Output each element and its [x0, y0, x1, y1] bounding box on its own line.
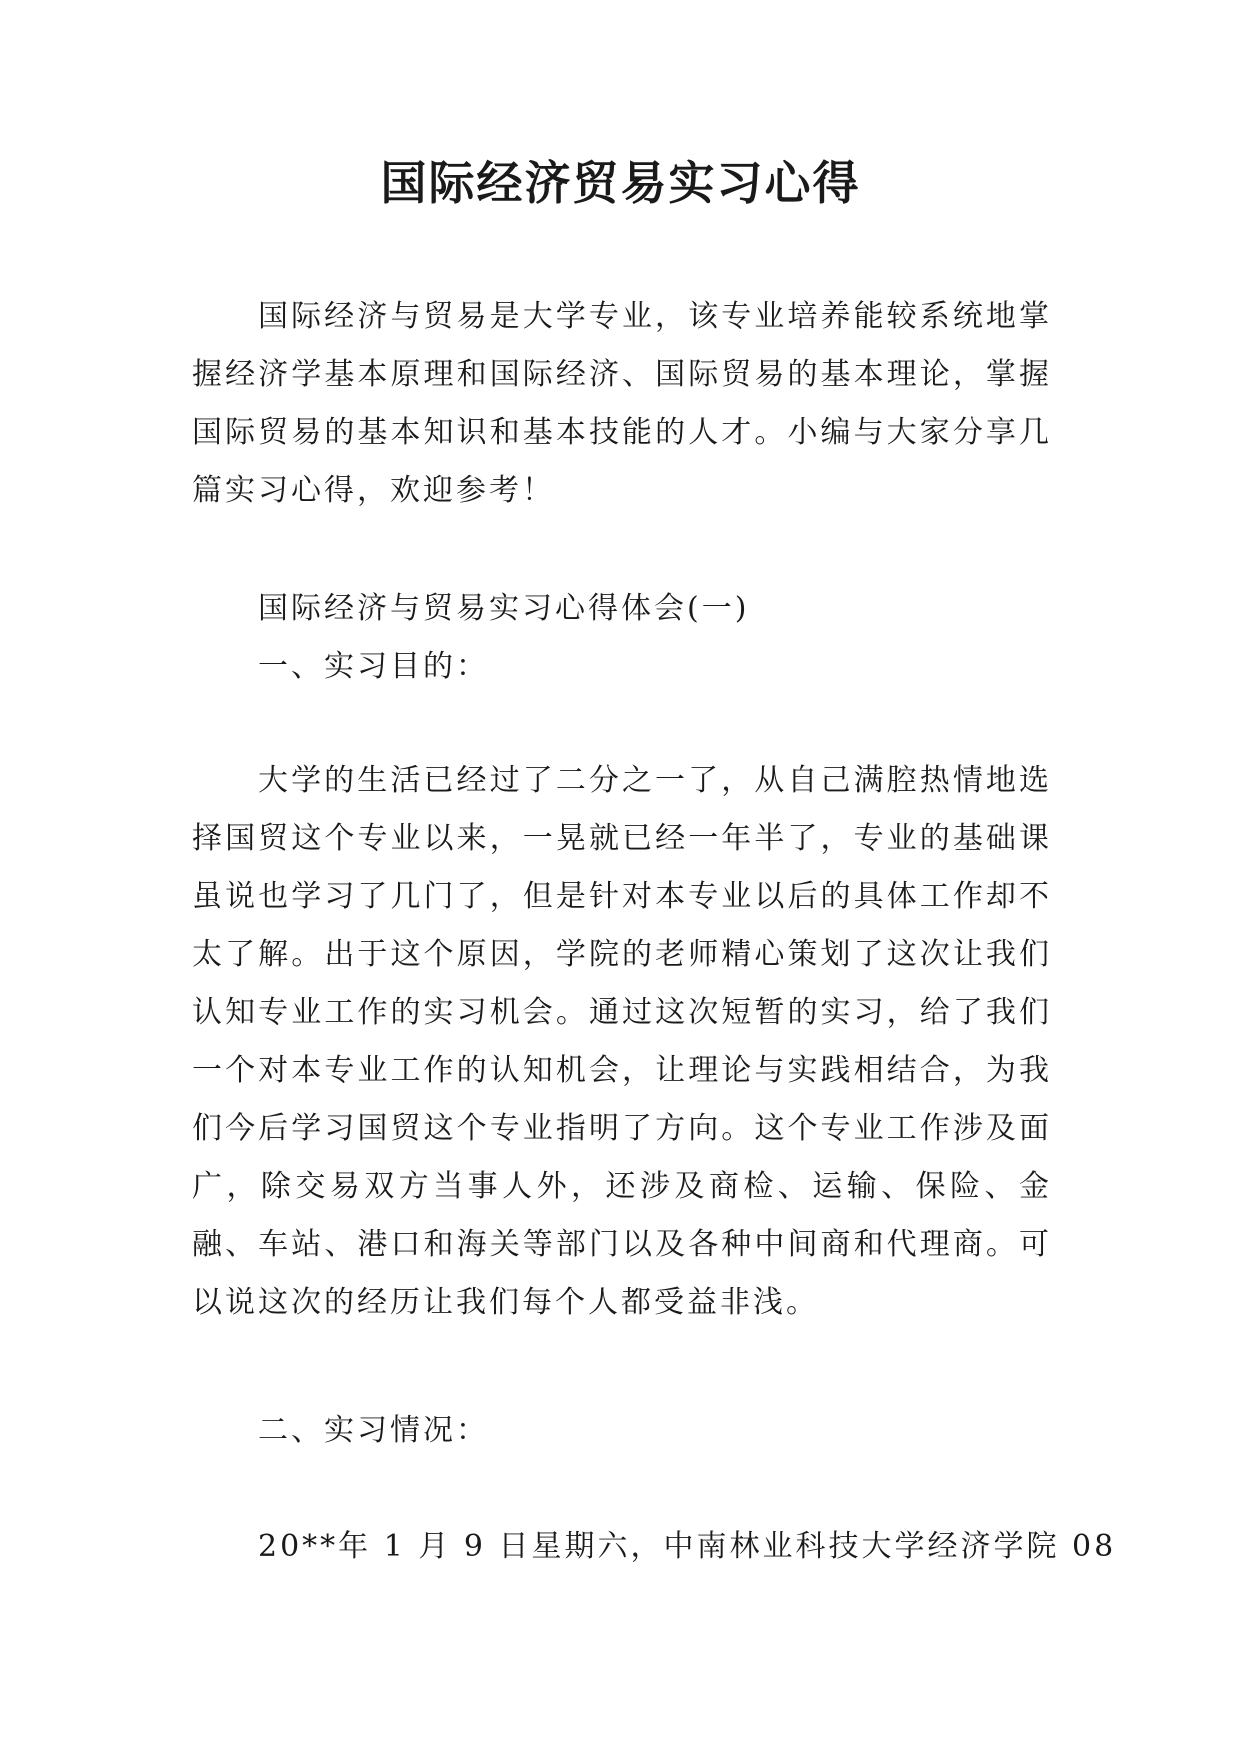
- situation-paragraph: 20**年 1 月 9 日星期六，中南林业科技大学经济学院 08: [258, 1529, 1117, 1564]
- section-heading-situation: 二、实习情况：: [258, 1413, 489, 1448]
- section-heading-purpose: 一、实习目的：: [258, 649, 489, 684]
- purpose-paragraph: 大学的生活已经过了二分之一了，从自己满腔热情地选择国贸这个专业以来，一晃就已经一年半了，专业的基础课虽说也学习了几门了，但是针对本专业以后的具体工作却不太了解。出于这个原因，学院的老师精心策划了这次让我们认知专业工作的实习机会。通过这次短暂的实习，给了我们一个对本专业工作的认知机会，让理论与实践相结合，为我们今后学习国贸这个专业指明了方向。这个专业工作涉及面广，除交易双方当事人外，还涉及商检、运输、保险、金融、车站、港口和海关等部门以及各种中间商和代理商。可以说这次的经历让我们每个人都受益非浅。: [192, 763, 1052, 1320]
- document-title: 国际经济贸易实习心得: [380, 156, 861, 210]
- intro-paragraph: 国际经济与贸易是大学专业，该专业培养能较系统地掌握经济学基本原理和国际经济、国际贸易的基本理论，掌握国际贸易的基本知识和基本技能的人才。小编与大家分享几篇实习心得，欢迎参考！: [192, 299, 1052, 508]
- part-heading: 国际经济与贸易实习心得体会(一): [258, 591, 750, 626]
